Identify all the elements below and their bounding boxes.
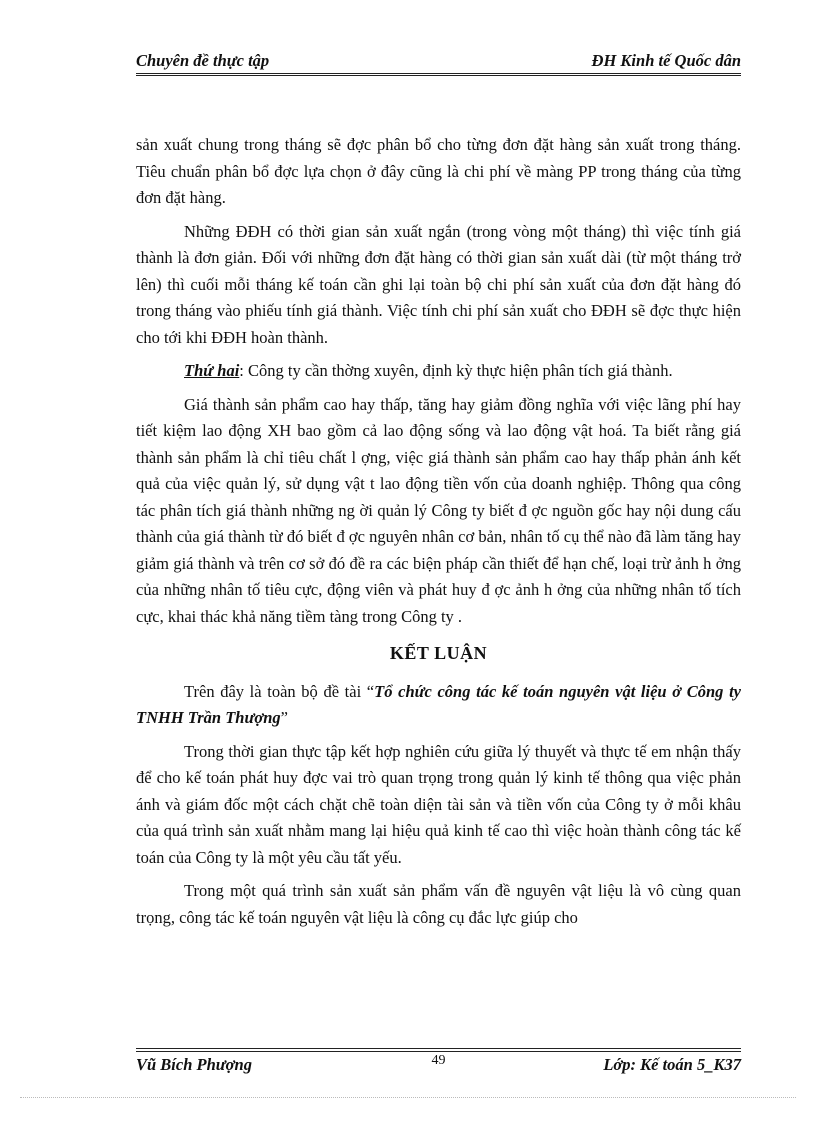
section-label: Thứ hai (184, 361, 240, 380)
document-body (136, 132, 741, 938)
paragraph: Giá thành sản phẩm cao hay thấp, tăng hay giảm đồng nghĩa với việc lãng phí hay tiết kiệm lao động XH bao gồm cả lao động sống và lao động vật hoá. Ta biết rằng giá thành sản phẩm là chỉ tiêu chất l ợng, việc giá thành sản phẩm cao hay thấp phản ánh kết quả của việc quản lý, sử dụng vật t lao động tiền vốn của doanh nghiệp. Thông qua công tác phân tích giá thành những ng ời quản lý Công ty biết đ ợc nguồn gốc hay nội dung cấu thành của giá thành từ đó biết đ ợc nguyên nhân cơ bản, nhân tố cụ thể nào đã làm tăng hay giảm giá thành và trên cơ sở đó đề ra các biện pháp cần thiết để hạn chế, loại trừ ảnh h ởng của những nhân tố tiêu cực, động viên và phát huy đ ợc ảnh h ởng của những nhân tố tích cực, khai thác khả năng tiềm tàng trong Công ty . (136, 394, 741, 626)
footer-rule (136, 1048, 741, 1049)
paragraph-text: : Công ty cần thờng xuyên, định kỳ thực hiện phân tích giá thành. (239, 361, 673, 380)
paragraph-text: Trên đây là toàn bộ đề tài “ (184, 681, 375, 701)
paragraph (136, 358, 741, 385)
page-footer (136, 1054, 741, 1076)
paragraph: Trong thời gian thực tập kết hợp nghiên cứu giữa lý thuyết và thực tế em nhận thấy để cho kế toán phát huy đợc vai trò quan trọng trong quản lý kinh tế thông qua việc phản ánh và giám đốc một cách chặt chẽ toàn diện tài sản và tiền vốn của Công ty ở mỗi khâu của quá trình sản xuất nhằm mang lại hiệu quả kinh tế cao thì việc hoàn thành công tác kế toán của Công ty là một yêu cầu tất yếu. (136, 741, 741, 867)
thesis-title: Tổ chức công tác kế toán nguyên vật liệu ở Công ty TNHH Trần Thượng (136, 681, 741, 727)
paragraph: Trong một quá trình sản xuất sản phẩm vấn đề nguyên vật liệu là vô cùng quan trọng, công tác kế toán nguyên vật liệu là công cụ đắc lực giúp cho (136, 881, 741, 927)
header-rule (136, 73, 741, 74)
header-left-title: Chuyên đề thực tập (136, 51, 270, 70)
class-name: Lớp: Kế toán 5_K37 (603, 1055, 741, 1074)
page-number: 49 (431, 1053, 446, 1068)
header-rule-double (136, 75, 741, 76)
page-header (136, 50, 741, 72)
author-name: Vũ Bích Phượng (136, 1055, 252, 1074)
paragraph (136, 679, 741, 732)
section-heading: KẾT LUẬN (389, 643, 488, 663)
paragraph: Những ĐĐH có thời gian sản xuất ngắn (trong vòng một tháng) thì việc tính giá thành là đơn giản. Đối với những đơn đặt hàng có thời gian sản xuất dài (từ một tháng trở lên) thì cuối mỗi tháng kế toán cần ghi lại toàn bộ chi phí sản xuất của đơn đặt hàng đó trong tháng vào phiếu tính giá thành. Việc tính chi phí sản xuất cho ĐĐH sẽ đợc thực hiện cho tới khi ĐĐH hoàn thành. (136, 221, 741, 347)
header-right-title: ĐH Kinh tế Quốc dân (591, 51, 741, 70)
closing-quote: ” (280, 708, 288, 727)
paragraph: sản xuất chung trong tháng sẽ đợc phân bổ cho từng đơn đặt hàng sản xuất trong tháng. Tiêu chuẩn phân bổ đợc lựa chọn ở đây cũng là chi phí về màng PP trong tháng của từng đơn đặt hàng. (136, 135, 741, 207)
page-bottom-dotted-line (20, 1097, 796, 1098)
